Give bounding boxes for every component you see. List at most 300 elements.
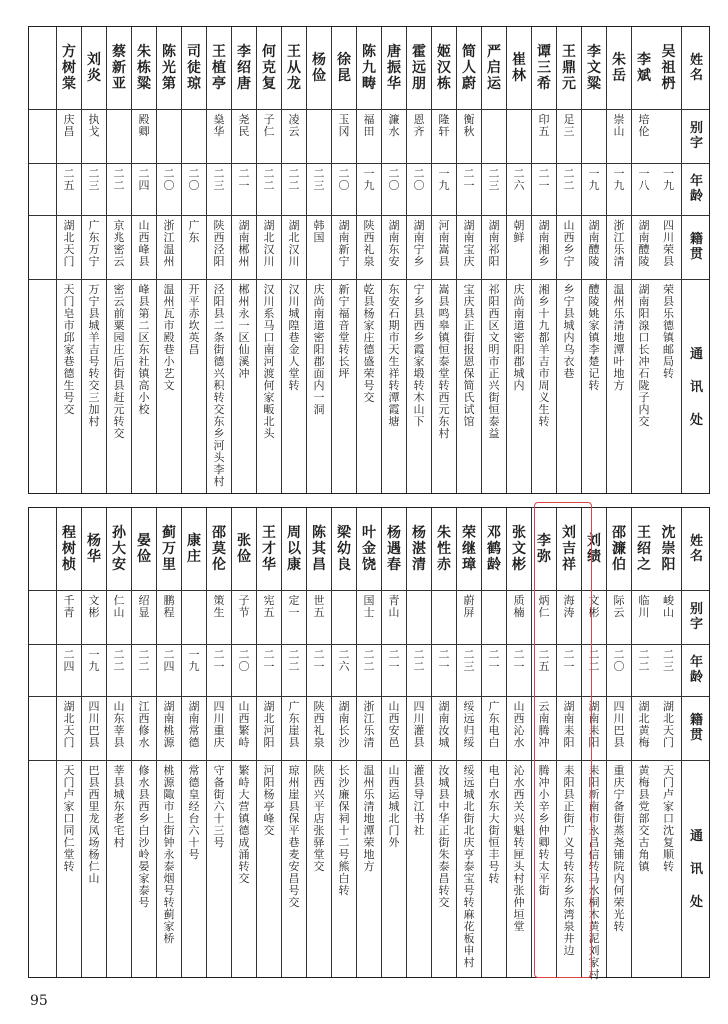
record-alias — [656, 109, 681, 167]
record-address: 峰 县 第 二 区 东 社 镇 高 小 校 — [138, 282, 150, 416]
record-name: 邵 濂 伯 — [612, 525, 626, 573]
record-column — [406, 27, 431, 493]
record-address: 天 门 卢 家 口 沈 复 顺 转 — [663, 763, 674, 873]
record-column — [456, 508, 481, 977]
record-address: 陕 西 兴 平 店 张 驿 堂 交 — [313, 763, 325, 873]
record-origin: 湖 南 常 德 — [188, 699, 200, 749]
record-age: 二 五 — [63, 166, 75, 192]
record-address: 黄 梅 县 党 部 交 古 角 镇 — [638, 763, 650, 873]
record-address: 电 白 水 东 大 街 恒 丰 号 转 — [488, 763, 500, 885]
record-name: 李 斌 — [637, 52, 651, 84]
record-origin: 朝 鲜 — [513, 218, 525, 244]
record-name: 方 树 棠 — [62, 44, 76, 92]
record-column — [481, 508, 506, 977]
record-origin: 湖 南 东 安 — [388, 218, 400, 268]
record-age: 二 〇 — [238, 647, 250, 673]
record-age: 二 〇 — [188, 166, 200, 192]
record-age: 二 四 — [63, 647, 75, 673]
record-name: 刘 炎 — [87, 52, 101, 84]
record-origin: 山 西 乡 宁 — [563, 218, 575, 268]
record-name: 王 植 亭 — [212, 44, 226, 92]
record-column — [381, 508, 406, 977]
row-divider — [29, 696, 709, 697]
record-address: 天 门 皂 市 邱 家 巷 德 生 号 交 — [63, 282, 75, 416]
record-origin: 湖 北 汉 川 — [288, 218, 300, 268]
record-column — [306, 508, 331, 977]
record-name: 杨 遇 春 — [387, 525, 401, 573]
record-name: 司 徒 琼 — [187, 44, 201, 92]
record-column — [331, 508, 356, 977]
record-age: 二 一 — [263, 647, 275, 673]
record-address: 宝 庆 县 正 街 报 恩 保 简 氏 试 馆 — [463, 282, 475, 428]
record-name: 周 以 康 — [287, 525, 301, 573]
record-alias: 际 云 — [613, 593, 625, 619]
record-alias: 玉 冈 — [338, 112, 350, 138]
record-alias: 峻 山 — [663, 593, 674, 619]
record-name: 邵 莫 伦 — [212, 525, 226, 573]
page-number: 95 — [30, 993, 48, 1009]
record-name: 徐 昆 — [337, 52, 351, 84]
record-alias: 千 青 — [63, 593, 75, 619]
record-age: 二 五 — [538, 647, 550, 673]
row-divider — [29, 760, 709, 761]
record-name: 康 庄 — [187, 533, 201, 565]
record-address: 莘 县 城 东 老 宅 村 — [113, 763, 125, 849]
record-address: 修 水 县 西 乡 白 沙 岭 晏 家 泰 号 — [138, 763, 150, 909]
record-origin: 湖 南 祁 阳 — [488, 218, 500, 268]
record-address: 宁 乡 县 西 乡 霞 家 塅 转 木 山 下 — [413, 282, 425, 428]
record-column — [606, 27, 631, 493]
row-divider — [29, 644, 709, 645]
record-column — [106, 508, 131, 977]
record-address: 沁 水 西 关 兴 魁 转 匣 头 村 张 仲 垣 堂 — [513, 763, 525, 933]
record-address: 灌 县 导 江 书 社 — [413, 763, 425, 837]
record-name: 严 启 运 — [487, 44, 501, 92]
record-name: 陈 光 第 — [162, 44, 176, 92]
record-address: 荣 县 乐 德 镇 邮 局 转 — [663, 282, 674, 380]
record-age: 二 三 — [88, 166, 100, 192]
record-column — [256, 508, 281, 977]
record-column — [331, 27, 356, 493]
record-name: 沈 崇 阳 — [661, 525, 676, 573]
record-name: 何 克 复 — [262, 44, 276, 92]
record-alias: 蔚 屏 — [463, 593, 475, 619]
record-name: 晏 俭 — [137, 533, 151, 565]
record-alias: 子 节 — [238, 593, 250, 619]
record-age: 一 九 — [363, 166, 375, 192]
record-address: 乡 宁 县 城 内 乌 衣 巷 — [563, 282, 575, 380]
record-address: 天 门 卢 家 口 同 仁 堂 转 — [63, 763, 75, 873]
record-name: 唐 振 华 — [387, 44, 401, 92]
record-age: 二 二 — [288, 166, 300, 192]
record-age: 二 一 — [438, 647, 450, 673]
record-address: 乾 县 杨 家 庄 德 盛 荣 号 交 — [363, 282, 375, 404]
record-name: 崔 林 — [512, 52, 526, 84]
record-column — [356, 508, 381, 977]
record-alias — [332, 590, 356, 648]
record-name: 谭 三 希 — [537, 44, 551, 92]
record-origin: 湖 北 天 门 — [63, 218, 75, 268]
record-age: 二 二 — [363, 647, 375, 673]
record-age: 一 九 — [438, 166, 450, 192]
record-origin: 湖 北 天 门 — [663, 699, 674, 749]
record-age: 二 一 — [238, 166, 250, 192]
record-origin: 山 西 繁 峙 — [238, 699, 250, 749]
record-age: 二 一 — [213, 647, 225, 673]
record-age: 二 〇 — [163, 166, 175, 192]
record-name: 王 才 华 — [262, 525, 276, 573]
record-name: 姬 汉 栋 — [437, 44, 451, 92]
record-name: 朱 岳 — [612, 52, 626, 84]
record-alias — [582, 109, 606, 167]
record-alias — [307, 109, 331, 167]
record-name: 蔡 新 亚 — [112, 44, 126, 92]
record-column — [431, 508, 456, 977]
record-age: 一 九 — [613, 166, 625, 192]
record-address: 醴 陵 姚 家 镇 李 楚 记 转 — [588, 282, 600, 392]
record-alias: 印 五 — [538, 112, 550, 138]
record-column — [506, 27, 531, 493]
record-address: 湖 南 阳 湶 口 长 冲 石 陇 子 内 交 — [638, 282, 650, 428]
record-name: 陈 九 畴 — [362, 44, 376, 92]
record-alias: 世 五 — [313, 593, 325, 619]
record-age: 二 〇 — [613, 647, 625, 673]
record-column — [156, 508, 181, 977]
record-age: 二 二 — [113, 166, 125, 192]
record-name: 李 绍 唐 — [237, 44, 251, 92]
record-age: 二 三 — [463, 647, 475, 673]
record-alias — [407, 590, 431, 648]
record-address: 东 安 石 期 市 天 生 祥 转 潭 霞 塘 — [388, 282, 400, 428]
record-address: 腾 冲 小 辛 乡 仲 卿 转 太 平 街 — [538, 763, 550, 897]
record-address: 山 西 运 城 北 门 外 — [388, 763, 400, 849]
record-origin: 四 川 巴 县 — [613, 699, 625, 749]
record-origin: 河 南 嵩 县 — [438, 218, 450, 268]
record-alias: 崇 山 — [613, 112, 625, 138]
record-name: 李 弥 — [537, 533, 551, 565]
record-alias: 鹏 程 — [163, 593, 175, 619]
record-age: 一 九 — [88, 647, 100, 673]
record-name: 王 从 龙 — [287, 44, 301, 92]
record-age: 二 三 — [313, 166, 325, 192]
record-column — [206, 27, 231, 493]
record-origin: 湖 南 郴 州 — [238, 218, 250, 268]
record-address: 温 州 瓦 市 殿 巷 小 艺 文 — [163, 282, 175, 392]
record-alias: 濂 水 — [388, 112, 400, 138]
header-origin: 籍 贯 — [689, 713, 703, 743]
record-column — [181, 27, 206, 493]
header-age: 年 龄 — [689, 655, 703, 685]
record-origin: 山 西 峰 县 — [138, 218, 150, 268]
record-alias: 海 涛 — [563, 593, 575, 619]
record-name: 蓟 万 里 — [162, 525, 176, 573]
record-age: 二 一 — [463, 166, 475, 192]
record-column — [131, 508, 156, 977]
record-address: 巴 县 西 里 龙 凤 场 杨 仁 山 — [88, 763, 100, 885]
record-alias — [107, 109, 131, 167]
record-name: 朱 栋 粱 — [137, 44, 151, 92]
record-column — [281, 508, 306, 977]
record-address: 嵩 县 鸣 皋 镇 恒 泰 堂 转 西 元 东 村 — [438, 282, 450, 440]
record-address: 温 州 乐 清 地 潭 叶 地 方 — [613, 282, 625, 392]
record-origin: 湖 南 醴 陵 — [638, 218, 650, 268]
row-divider — [29, 109, 709, 110]
record-address: 繁 峙 大 营 镇 德 成 涌 转 交 — [238, 763, 250, 885]
record-column — [81, 508, 106, 977]
record-name: 杨 华 — [87, 533, 101, 565]
header-alias: 别 字 — [689, 121, 703, 151]
record-address: 开 平 赤 坎 英 昌 — [188, 282, 200, 356]
record-age: 二 二 — [138, 647, 150, 673]
record-age: 二 一 — [313, 647, 325, 673]
record-origin: 江 西 修 水 — [138, 699, 150, 749]
record-alias: 定 一 — [288, 593, 300, 619]
row-divider — [29, 590, 709, 591]
record-name: 杨 俭 — [312, 52, 326, 84]
record-origin: 湖 南 桃 源 — [163, 699, 175, 749]
record-age: 二 三 — [663, 647, 674, 673]
record-column — [106, 27, 131, 493]
record-age: 二 一 — [513, 647, 525, 673]
record-address: 绥 远 城 北 街 北 庆 亨 泰 宝 号 转 麻 花 板 申 村 — [463, 763, 475, 969]
record-age: 二 六 — [513, 166, 525, 192]
record-alias: 宪 五 — [263, 593, 275, 619]
record-address: 桃 源 陬 市 上 街 钟 永 泰 烟 号 转 蓟 家 桥 — [163, 763, 175, 945]
record-column — [306, 27, 331, 493]
record-alias: 文 彬 — [588, 593, 600, 619]
record-alias: 尧 民 — [238, 112, 250, 138]
record-origin: 湖 南 醴 陵 — [588, 218, 600, 268]
record-age: 二 一 — [538, 166, 550, 192]
record-alias: 仁 山 — [113, 593, 125, 619]
record-age: 二 二 — [263, 166, 275, 192]
record-alias: 绍 显 — [138, 593, 150, 619]
record-origin: 湖 南 耒 阳 — [588, 699, 600, 749]
record-name: 荣 继 璋 — [462, 525, 476, 573]
record-alias — [482, 109, 506, 167]
record-column — [431, 27, 456, 493]
record-origin: 山 西 安 邑 — [388, 699, 400, 749]
record-column — [581, 27, 606, 493]
record-address: 庆 尚 南 道 密 阳 郡 城 内 — [513, 282, 525, 392]
record-alias: 足 三 — [563, 112, 575, 138]
row-divider — [29, 279, 709, 280]
record-address: 汉 川 城 隍 巷 金 人 堂 转 — [288, 282, 300, 392]
record-age: 二 一 — [388, 647, 400, 673]
record-column — [656, 508, 681, 977]
record-alias — [507, 109, 531, 167]
record-origin: 京 兆 密 云 — [113, 218, 125, 268]
record-age: 二 一 — [488, 647, 500, 673]
header-alias: 别 字 — [689, 602, 703, 632]
record-age: 二 二 — [638, 647, 650, 673]
roster-table-bottom — [28, 507, 710, 981]
record-origin: 陕 西 礼 泉 — [313, 699, 325, 749]
record-age: 二 六 — [338, 647, 350, 673]
record-column — [231, 508, 256, 977]
record-age: 二 四 — [138, 166, 150, 192]
record-alias: 国 士 — [363, 593, 375, 619]
record-column — [456, 27, 481, 493]
record-alias: 殿 卿 — [138, 112, 150, 138]
record-age: 二 四 — [163, 647, 175, 673]
record-origin: 山 东 莘 县 — [113, 699, 125, 749]
record-age: 二 二 — [563, 166, 575, 192]
record-origin: 四 川 灌 县 — [413, 699, 425, 749]
record-address: 祁 阳 西 区 文 明 市 正 兴 街 恒 泰 益 — [488, 282, 500, 440]
record-origin: 陕 西 礼 泉 — [363, 218, 375, 268]
record-origin: 湖 南 汝 城 — [438, 699, 450, 749]
record-age: 二 三 — [488, 166, 500, 192]
record-column — [556, 27, 581, 493]
record-name: 霍 远 朋 — [412, 44, 426, 92]
record-name: 吴 祖 枬 — [661, 44, 676, 92]
record-origin: 四 川 重 庆 — [213, 699, 225, 749]
record-origin: 四 川 荣 县 — [663, 218, 674, 268]
record-address: 新 宁 福 音 堂 转 长 坪 — [338, 282, 350, 380]
record-name: 叶 金 饶 — [362, 525, 376, 573]
record-alias: 庆 昌 — [63, 112, 75, 138]
record-alias — [432, 590, 456, 648]
record-origin: 山 西 沁 水 — [513, 699, 525, 749]
record-column — [131, 27, 156, 493]
record-age: 二 二 — [413, 647, 425, 673]
record-origin: 绥 远 归 绥 — [463, 699, 475, 749]
record-alias: 衡 秋 — [463, 112, 475, 138]
header-address: 通 讯 处 — [689, 346, 703, 428]
record-alias — [182, 109, 206, 167]
record-alias: 临 川 — [638, 593, 650, 619]
record-address: 长 沙 廉 保 祠 十 二 号 熊 白 转 — [338, 763, 350, 897]
record-address: 泾 阳 县 二 条 街 德 兴 积 转 交 东 乡 河 头 李 村 — [213, 282, 225, 488]
record-alias: 执 戈 — [88, 112, 100, 138]
record-name: 朱 性 赤 — [437, 525, 451, 573]
record-address: 守 备 街 六 十 三 号 — [213, 763, 225, 849]
record-address: 琼 州 崖 县 保 平 巷 麦 安 昌 号 交 — [288, 763, 300, 909]
record-name: 陈 其 昌 — [312, 525, 326, 573]
record-origin: 云 南 腾 冲 — [538, 699, 550, 749]
record-alias — [157, 109, 181, 167]
record-name: 刘 吉 祥 — [562, 525, 576, 573]
record-age: 二 〇 — [338, 166, 350, 192]
record-column — [231, 27, 256, 493]
record-name: 王 绍 之 — [637, 525, 651, 573]
record-origin: 广 东 万 宁 — [88, 218, 100, 268]
header-origin: 籍 贯 — [689, 232, 703, 262]
record-alias: 策 生 — [213, 593, 225, 619]
record-address: 湘 乡 十 九 都 羊 吉 市 周 义 生 转 — [538, 282, 550, 428]
record-origin: 湖 北 河 阳 — [263, 699, 275, 749]
record-origin: 四 川 巴 县 — [88, 699, 100, 749]
row-divider — [29, 215, 709, 216]
record-column — [481, 27, 506, 493]
record-origin: 广 东 崖 县 — [288, 699, 300, 749]
record-age: 一 九 — [188, 647, 200, 673]
record-origin: 湖 南 宁 乡 — [413, 218, 425, 268]
record-column — [506, 508, 531, 977]
header-address: 通 讯 处 — [689, 829, 703, 910]
header-age: 年 龄 — [689, 174, 703, 204]
record-alias: 培 伦 — [638, 112, 650, 138]
record-column — [206, 508, 231, 977]
record-alias — [482, 590, 506, 648]
record-age: 一 九 — [663, 166, 674, 192]
record-column — [56, 27, 81, 493]
record-origin: 陕 西 泾 阳 — [213, 218, 225, 268]
record-origin: 湖 南 新 宁 — [338, 218, 350, 268]
record-alias: 燊 华 — [213, 112, 225, 138]
record-column — [356, 27, 381, 493]
roster-table-top — [28, 26, 710, 494]
record-name: 简 人 蔚 — [462, 44, 476, 92]
record-alias: 子 仁 — [263, 112, 275, 138]
record-address: 密 云 前 粟 园 庄 后 街 县 赶 元 转 交 — [113, 282, 125, 440]
record-name: 程 树 桢 — [62, 525, 76, 573]
record-origin: 浙 江 乐 清 — [613, 218, 625, 268]
record-alias: 隆 轩 — [438, 112, 450, 138]
record-age: 一 八 — [638, 166, 650, 192]
record-address: 汝 城 县 中 华 正 街 朱 泰 昌 转 交 — [438, 763, 450, 909]
record-origin: 湖 南 耒 阳 — [563, 699, 575, 749]
record-origin: 湖 北 汉 川 — [263, 218, 275, 268]
record-age: 二 〇 — [388, 166, 400, 192]
record-age: 二 二 — [113, 647, 125, 673]
record-name: 张 俭 — [237, 533, 251, 565]
record-address: 汉 川 系 马 口 南 河 渡 何 家 畈 北 头 — [263, 282, 275, 440]
record-name: 梁 幼 良 — [337, 525, 351, 573]
record-column — [656, 27, 681, 493]
record-name: 邓 鹤 龄 — [487, 525, 501, 573]
red-pencil-mark — [534, 502, 592, 978]
record-name: 张 文 彬 — [512, 525, 526, 573]
header-column — [681, 508, 711, 977]
record-name: 刘 绩 — [587, 533, 601, 565]
record-column — [631, 508, 656, 977]
record-alias: 恩 齐 — [413, 112, 425, 138]
header-column — [681, 27, 711, 493]
record-name: 王 鼎 元 — [562, 44, 576, 92]
record-alias: 炳 仁 — [538, 593, 550, 619]
record-origin: 浙 江 温 州 — [163, 218, 175, 268]
record-age: 二 〇 — [413, 166, 425, 192]
record-address: 河 阳 杨 亭 峰 交 — [263, 763, 275, 837]
record-origin: 广 东 — [188, 218, 200, 244]
record-address: 温 州 乐 清 地 潭 荣 地 方 — [363, 763, 375, 873]
record-alias: 青 山 — [388, 593, 400, 619]
record-column — [256, 27, 281, 493]
record-origin: 韩 国 — [313, 218, 325, 244]
record-age: 二 三 — [213, 166, 225, 192]
record-column — [381, 27, 406, 493]
record-origin: 湖 北 天 门 — [63, 699, 75, 749]
record-address: 庆 尚 南 道 密 阳 郡 面 内 一 洞 — [313, 282, 325, 416]
record-address: 耒 阳 县 正 街 广 义 号 转 东 乡 东 湾 泉 井 边 — [563, 763, 575, 957]
record-column — [81, 27, 106, 493]
record-column — [156, 27, 181, 493]
record-origin: 湖 北 黄 梅 — [638, 699, 650, 749]
record-column — [181, 508, 206, 977]
record-column — [631, 27, 656, 493]
record-address: 重 庆 宁 备 街 蒸 尧 铺 院 内 何 荣 光 转 — [613, 763, 625, 933]
record-address: 郴 州 永 一 区 仙 溪 冲 — [238, 282, 250, 380]
record-name: 杨 湛 清 — [412, 525, 426, 573]
header-name: 姓 名 — [689, 53, 703, 83]
record-address: 耒 阳 新 南 市 永 昌 信 转 马 水 桐 木 黄 泥 刘 家 村 — [588, 763, 600, 981]
record-origin: 浙 江 乐 清 — [363, 699, 375, 749]
record-name: 孙 大 安 — [112, 525, 126, 573]
record-age: 二 二 — [588, 647, 600, 673]
record-alias: 质 楠 — [513, 593, 525, 619]
